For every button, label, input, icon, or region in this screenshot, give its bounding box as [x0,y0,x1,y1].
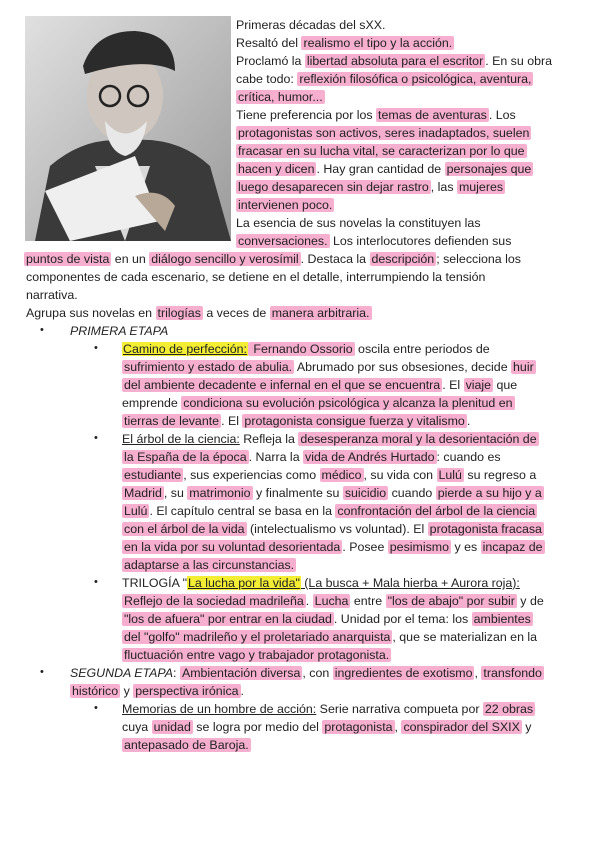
list-item-line [122,574,520,592]
list-item-line [122,736,251,754]
bullet-icon: • [94,702,98,714]
highlighted-text: libertad absoluta para el escritor [306,54,484,68]
text: Refleja la [239,432,299,446]
highlighted-text: huir [513,360,534,374]
list-item-line [122,340,490,358]
text: Tiene preferencia por los [236,108,377,122]
list-item-line [122,610,533,628]
highlighted-text: con el árbol de la vida [124,522,245,536]
work-title: La lucha por la vida" [188,576,300,590]
highlighted-text: intervienen poco. [238,198,333,212]
list-item-line [122,358,536,376]
text: su regreso a [463,468,537,482]
text: : [173,666,180,680]
highlighted-text: médico [321,468,362,482]
text: , su [163,486,188,500]
stage-title [70,322,168,340]
highlighted-text: temas de aventuras [378,108,487,122]
stage-title: SEGUNDA ETAPA [70,666,174,680]
highlighted-text: luego desaparecen sin dejar rastro [238,180,429,194]
text: Abrumado por sus obsesiones, decide [294,360,512,374]
text: . [305,594,313,608]
highlighted-text: perspectiva irónica [135,684,239,698]
text: ; selecciona los [436,252,521,266]
highlighted-text: incapaz de [482,540,543,554]
highlighted-text: conversaciones. [238,234,328,248]
stage-line [70,682,244,700]
work-title: El árbol de la ciencia: [122,432,240,446]
highlighted-text: Ambientación diversa [181,666,301,680]
text: y de [516,594,544,608]
text: . [240,684,244,698]
bullet-icon: • [40,666,44,678]
highlighted-text: condiciona su evolución psicológica y alcanza la plenitud en [183,396,513,410]
stage-title-line [70,664,544,682]
highlighted-text: ingredientes de exotismo [334,666,473,680]
text: . Posee [342,540,388,554]
text: y [521,720,532,734]
highlighted-text: pierde a su hijo y a [437,486,542,500]
intro-line [236,214,481,232]
highlighted-text: protagonista consigue fuerza y vitalismo [244,414,465,428]
text: , [474,666,482,680]
text: Primeras décadas del sXX. [236,18,386,32]
list-item-line [122,556,296,574]
text: . El capítulo central se basa en la [149,504,336,518]
highlighted-text: Lulú [438,468,462,482]
text: oscila entre periodos de [354,342,490,356]
bullet-icon: • [40,324,44,336]
text: , sus experiencias como [183,468,320,482]
text: cuando [388,486,436,500]
highlighted-text: en la vida por su voluntad desorientada [124,540,341,554]
intro-line [236,160,533,178]
intro-line [236,196,334,214]
highlighted-text: estudiante [124,468,182,482]
highlighted-text: Lucha [314,594,349,608]
highlighted-text: reflexión filosófica o psicológica, aventura, [299,72,532,86]
intro-line [24,250,521,268]
highlighted-text: manera arbitraria. [271,306,370,320]
work-title: Memorias de un hombre de acción: [122,702,317,716]
text: . Narra la [248,450,304,464]
work-title: Camino de perfección: [123,342,247,356]
highlighted-text: fracasar en su lucha vital, se caracterizan por lo que [238,144,525,158]
list-item-line [122,718,531,736]
text: Proclamó la [236,54,305,68]
list-item-line [122,484,544,502]
list-item-line [122,628,537,646]
highlighted-text: protagonista [324,720,393,734]
text: cabe todo: [236,72,298,86]
portrait-illustration [25,16,231,241]
highlighted-text: Madrid [124,486,162,500]
highlighted-text: matrimonio [189,486,251,500]
highlighted-text: descripción [371,252,435,266]
text: a veces de [202,306,270,320]
highlighted-text: realismo el tipo y la acción. [303,36,453,50]
text: componentes de cada escenario, se detiene en el detalle, interrumpiendo la tensión [26,270,486,284]
intro-line [236,34,454,52]
text: . Unidad por el tema: los [333,612,472,626]
intro-line [236,106,516,124]
highlighted-text: suicidio [344,486,387,500]
text: . [466,414,471,428]
highlighted-text: pesimismo [389,540,449,554]
list-item-line [122,592,544,610]
text: Resaltó del [236,36,302,50]
text: . Destaca la [300,252,370,266]
intro-line [236,178,505,196]
text: : cuando es [436,450,501,464]
text: Agrupa sus novelas en [26,306,156,320]
text: TRILOGÍA " [122,576,187,590]
highlighted-text: del ambiente decadente e infernal en el que se encuentra [124,378,441,392]
intro-line [236,70,533,88]
highlighted-text: fluctuación entre vago y trabajador protagonista. [124,648,390,662]
text: entre [350,594,386,608]
highlighted-text: puntos de vista [26,252,110,266]
highlighted-text: conspirador del SXIX [403,720,520,734]
text: (La busca + Mala hierba + Aurora roja): [300,576,520,590]
highlighted-text: "los de abajo" por subir [387,594,515,608]
highlighted-text: ambientes [473,612,531,626]
highlighted-text: desesperanza moral y la desorientación de [300,432,537,446]
intro-line [26,304,372,322]
list-item-line [122,466,536,484]
highlighted-text: Lulú [124,504,148,518]
text: . El [221,414,243,428]
text: . Los [488,108,516,122]
highlighted-text: trilogías [157,306,201,320]
bullet-icon: • [94,432,98,444]
highlighted-text: protagonista fracasa [429,522,542,536]
highlighted-text: histórico [72,684,119,698]
text: cuya [122,720,152,734]
list-item-line [122,448,501,466]
highlighted-text: personajes que [446,162,532,176]
list-item-line [122,520,544,538]
text: , con [302,666,333,680]
text: , que se materializan en la [392,630,538,644]
list-item-line [122,430,539,448]
list-item-line [122,700,535,718]
highlighted-text: tierras de levante [124,414,220,428]
highlighted-text: vida de Andrés Hurtado [305,450,435,464]
list-item-line [122,394,515,412]
text: , su vida con [363,468,437,482]
highlighted-text: del "golfo" madrileño y el proletariado anarquista [124,630,391,644]
text: . El [442,378,464,392]
bullet-icon: • [94,576,98,588]
list-item-line [122,376,517,394]
highlighted-text: unidad [153,720,191,734]
bullet-icon: • [94,342,98,354]
text: emprende [122,396,182,410]
list-item-line [122,502,537,520]
author-portrait-photo [25,16,231,241]
text: , las [430,180,457,194]
list-item-line [122,646,391,664]
intro-line [26,268,485,286]
highlighted-text: protagonistas son activos, seres inadaptados, suelen [238,126,530,140]
text: se logra por medio del [192,720,323,734]
intro-line [236,16,385,34]
highlighted-text: "los de afuera" por entrar en la ciudad [124,612,332,626]
highlighted-text: confrontación del árbol de la ciencia [337,504,536,518]
text: (intelectualismo vs voluntad). El [246,522,428,536]
text: La esencia de sus novelas la constituyen las [236,216,481,230]
highlighted-text: Fernando Ossorio [249,342,353,356]
intro-line [236,142,527,160]
list-item-line [122,538,545,556]
highlighted-text: diálogo sencillo y verosímil [151,252,299,266]
intro-line [236,52,552,70]
text: Serie narrativa compueta por [316,702,483,716]
text: narrativa. [26,288,78,302]
intro-line [236,88,325,106]
highlighted-text: viaje [465,378,492,392]
highlighted-text: transfondo [483,666,542,680]
highlighted-text: sufrimiento y estado de abulia. [124,360,293,374]
highlighted-text: la España de la época [124,450,247,464]
highlighted-text: crítica, humor... [238,90,323,104]
highlighted-text: mujeres [458,180,504,194]
text: y [120,684,134,698]
highlighted-text: adaptarse a las circunstancias. [124,558,295,572]
highlighted-text: 22 obras [484,702,534,716]
intro-line [236,124,531,142]
text: , [394,720,402,734]
highlighted-text: hacen y dicen [238,162,315,176]
text: PRIMERA ETAPA [70,324,169,338]
text: y es [451,540,481,554]
text: en un [111,252,150,266]
list-item-line [122,412,470,430]
highlighted-text: Reflejo de la sociedad madrileña [124,594,304,608]
text: . En su obra [485,54,553,68]
text: que [493,378,518,392]
intro-line [26,286,78,304]
text: y finalmente su [252,486,343,500]
text: . Hay gran cantidad de [316,162,445,176]
highlighted-text: antepasado de Baroja. [124,738,249,752]
text: Los interlocutores defienden sus [329,234,512,248]
intro-line [236,232,511,250]
